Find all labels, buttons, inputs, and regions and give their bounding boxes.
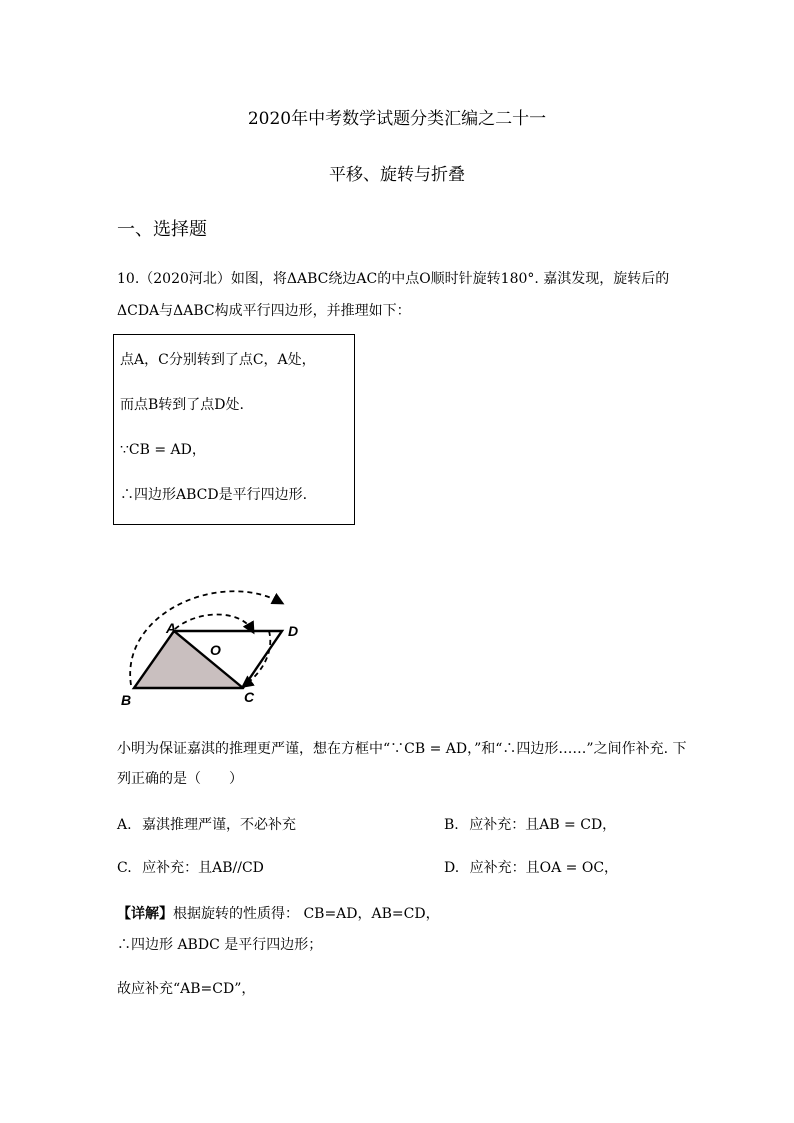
option-b-text: 应补充：且AB = CD， — [469, 817, 617, 833]
question-line-1: 10.（2020河北）如图，将ΔABC绕边AC的中点O顺时针旋转180°. 嘉淇发现，旋转后的 — [117, 271, 670, 287]
option-d-label: D. — [444, 860, 460, 876]
option-c-label: C. — [117, 860, 132, 876]
option-d-text: 应补充：且OA = OC， — [469, 860, 619, 876]
page-title: 2020年中考数学试题分类汇编之二十一 — [247, 109, 547, 129]
answer-tag: 【详解】 — [117, 906, 173, 922]
reasoning-box — [113, 334, 355, 525]
inner-rotation-arc-right — [245, 631, 270, 685]
prompt-line-2: 列正确的是（ ） — [117, 771, 243, 787]
point-label-o: O — [210, 642, 221, 658]
point-label-b: B — [121, 692, 132, 708]
answer-line-1 — [117, 903, 440, 923]
question-line-2: ΔCDA与ΔABC构成平行四边形，并推理如下： — [117, 303, 411, 319]
option-b-label: B. — [444, 817, 459, 833]
reasoning-line-3: ∵CB = AD， — [120, 442, 206, 458]
answer-line-1-text: 根据旋转的性质得： CB=AD，AB=CD， — [173, 906, 440, 922]
reasoning-line-4: ∴四边形ABCD是平行四边形. — [120, 487, 308, 503]
parallelogram-figure — [112, 575, 322, 710]
option-a[interactable] — [117, 814, 296, 834]
option-b[interactable] — [444, 814, 616, 834]
section-heading: 一、选择题 — [117, 219, 207, 240]
answer-line-3: 故应补充“AB=CD”， — [117, 981, 256, 997]
reasoning-line-1: 点A，C分别转到了点C，A处， — [120, 352, 316, 368]
shaded-triangle-abc — [134, 631, 243, 688]
inner-rotation-arc-top — [175, 615, 252, 631]
option-c-text: 应补充：且AB//CD — [142, 860, 264, 876]
option-d[interactable] — [444, 857, 618, 877]
answer-line-2: ∴四边形 ABDC 是平行四边形； — [117, 937, 323, 953]
point-label-d: D — [288, 623, 299, 639]
prompt-line-1: 小明为保证嘉淇的推理更严谨，想在方框中“∵CB = AD，”和“∴四边形……”之间作补充. 下 — [117, 741, 687, 757]
reasoning-line-2: 而点B转到了点D处. — [120, 397, 244, 413]
point-label-a: A — [166, 620, 177, 636]
option-c[interactable] — [117, 857, 264, 877]
point-label-c: C — [244, 689, 255, 705]
option-a-label: A. — [117, 817, 132, 833]
option-a-text: 嘉淇推理严谨，不必补充 — [142, 817, 297, 833]
page-subtitle: 平移、旋转与折叠 — [329, 165, 465, 185]
